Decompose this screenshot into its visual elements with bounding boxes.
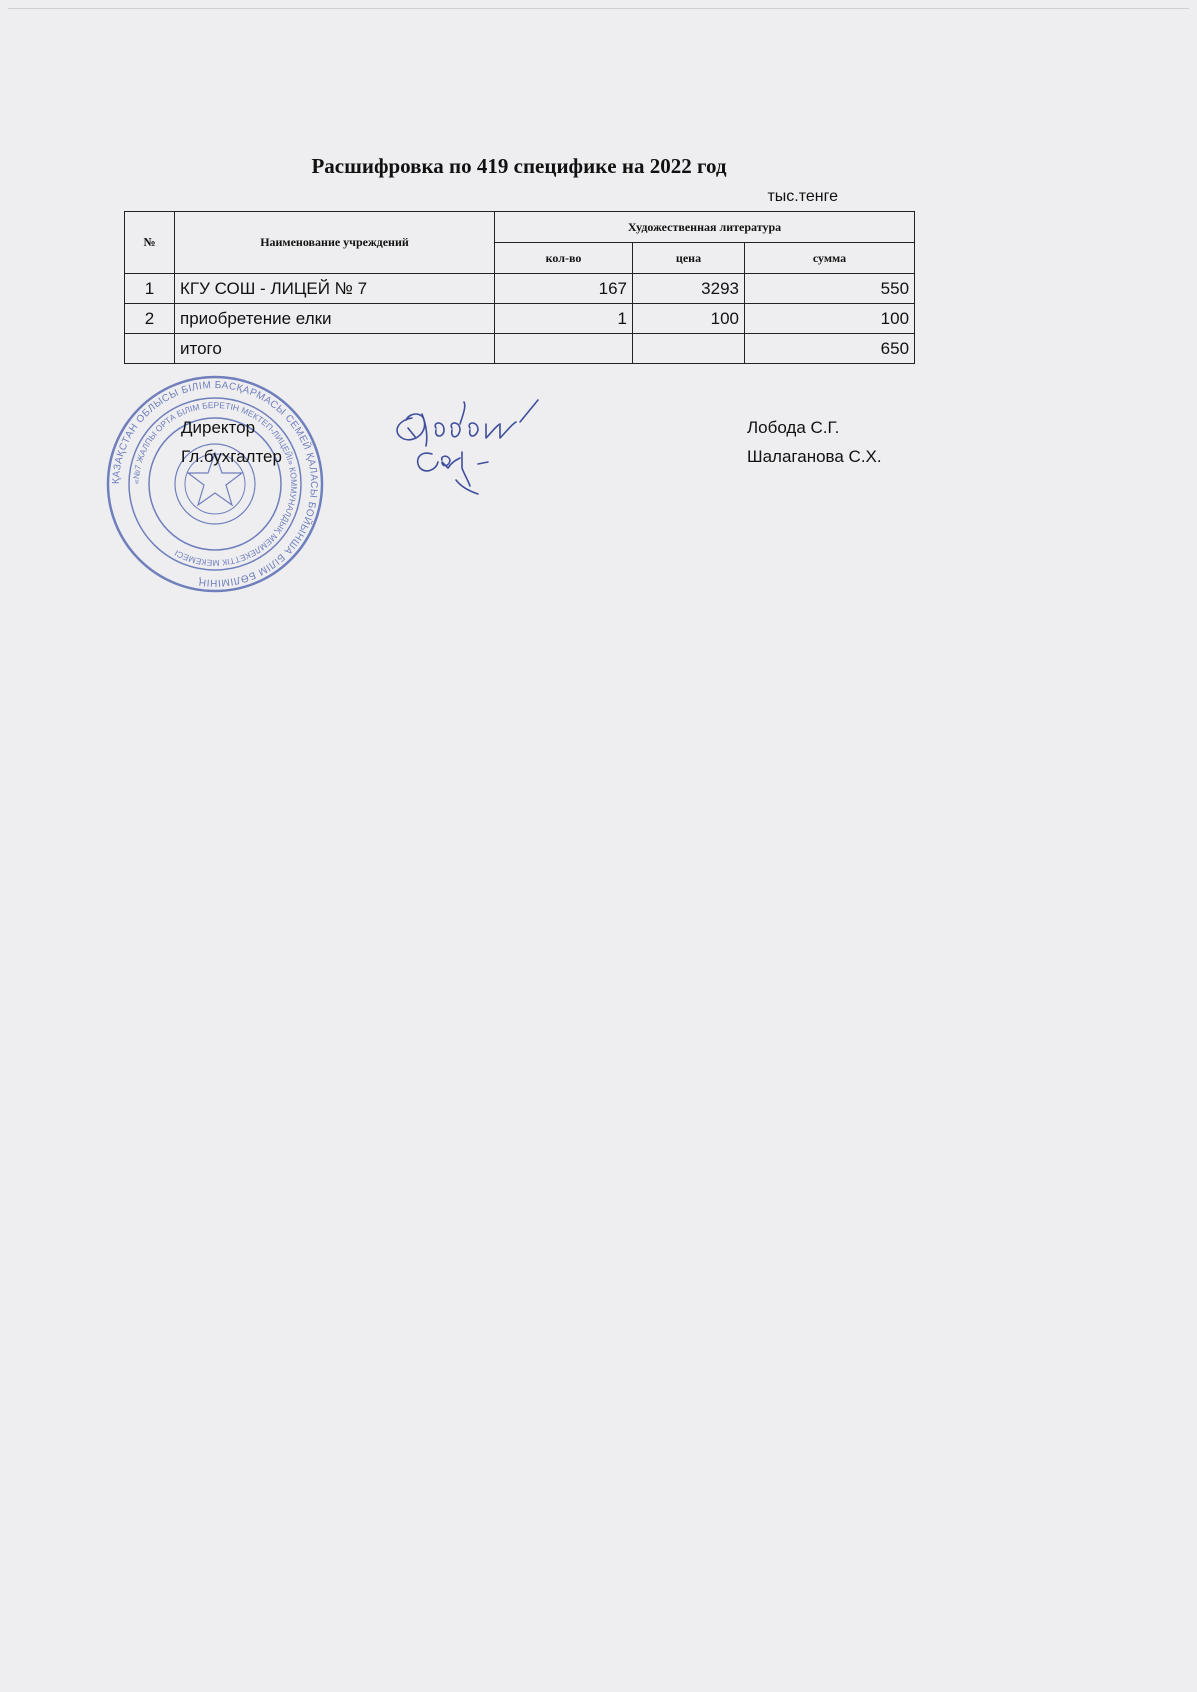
header-sum: сумма <box>745 243 915 274</box>
total-number <box>125 334 175 364</box>
document-title: Расшифровка по 419 спецификe на 2022 год <box>311 154 727 178</box>
specification-table <box>124 211 915 364</box>
handwritten-signature <box>392 398 572 498</box>
row-price: 100 <box>633 304 745 334</box>
unit-label: тыс.тенге <box>767 188 838 205</box>
director-name: Лобода С.Г. <box>747 418 840 437</box>
accountant-label: Гл.бухгалтер <box>181 447 282 466</box>
stamp-outer-text: ҚАЗАҚСТАН ОБЛЫСЫ БІЛІМ БАСҚАРМАСЫ СЕМЕЙ ҚАЛАСЫ БОЙЫНША БІЛІМ БӨЛІМІНІҢ <box>110 379 320 589</box>
table-row <box>125 304 915 334</box>
row-price: 3293 <box>633 274 745 304</box>
official-stamp <box>104 373 326 595</box>
header-qty: кол-во <box>495 243 633 274</box>
header-price: цена <box>633 243 745 274</box>
header-name: Наименование учреждений <box>175 212 495 274</box>
row-sum: 550 <box>745 274 915 304</box>
total-row <box>125 334 915 364</box>
director-label: Директор <box>181 418 256 437</box>
stamp-inner-text: «№7 ЖАЛПЫ ОРТА БІЛІМ БЕРЕТІН МЕКТЕП-ЛИЦЕЙІ» КОММУНАЛДЫҚ МЕМЛЕКЕТТІК МЕКЕМЕСІ <box>130 399 300 569</box>
row-number: 1 <box>125 274 175 304</box>
total-sum: 650 <box>745 334 915 364</box>
row-qty: 167 <box>495 274 633 304</box>
row-name: приобретение елки <box>175 304 495 334</box>
header-group: Художественная литература <box>495 212 915 243</box>
row-sum: 100 <box>745 304 915 334</box>
total-qty <box>495 334 633 364</box>
accountant-name: Шалаганова С.Х. <box>747 447 882 466</box>
total-price <box>633 334 745 364</box>
total-label: итого <box>175 334 495 364</box>
row-number: 2 <box>125 304 175 334</box>
row-qty: 1 <box>495 304 633 334</box>
scan-edge <box>8 8 1189 9</box>
row-name: КГУ СОШ - ЛИЦЕЙ № 7 <box>175 274 495 304</box>
table-row <box>125 274 915 304</box>
header-number: № <box>125 212 175 274</box>
